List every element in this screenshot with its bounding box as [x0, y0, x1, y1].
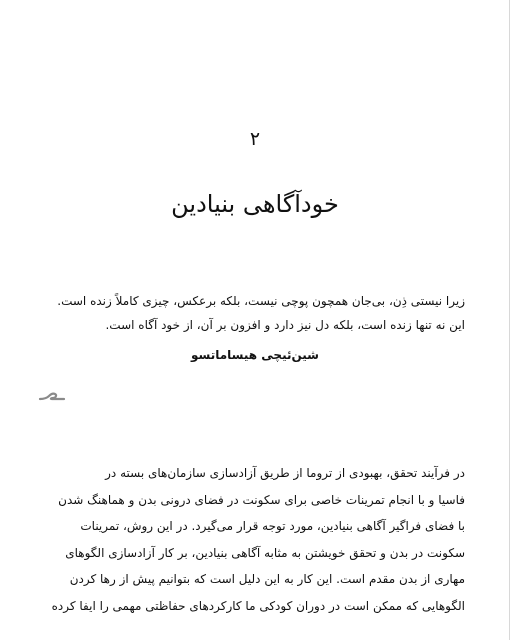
body-line: در فرآیند تحقق، بهبودی از تروما از طریق آزادسازی سازمان‌های بسته در — [105, 466, 465, 480]
epigraph — [35, 289, 465, 337]
epigraph-line: زیرا نیستی ذِن، بی‌جان همچون پوچی نیست، بلکه برعکس، چیزی کاملاً زنده است. — [57, 294, 465, 308]
body-line: الگوهایی که ممکن است در دوران کودکی ما کارکردهای حفاظتی مهمی را ایفا کرده — [51, 598, 465, 613]
body-line: با فضای فراگیر آگاهی بنیادین، مورد توجه قرار می‌گیرد. در این روش، تمرینات — [80, 519, 465, 533]
body-line: فاسیا و با انجام تمرینات خاصی برای سکونت در فضای درونی بدن و هماهنگ شدن — [58, 492, 465, 507]
body-line: مهاری از بدن مقدم است. این کار به این دلیل است که بتوانیم پیش از رها کردن — [69, 572, 465, 586]
section-flourish-icon — [38, 386, 66, 404]
body-line: سکونت در بدن و تحقق خویشتن به مثابه آگاهی بنیادین، بر کار آزادسازی الگوهای — [65, 545, 465, 560]
chapter-number: ۲ — [249, 128, 261, 150]
body-text — [35, 460, 465, 619]
epigraph-author: شین‌ئیچی هیساماتسو — [191, 348, 319, 362]
chapter-title: خودآگاهی بنیادین — [171, 190, 339, 218]
epigraph-line: این نه تنها زنده است، بلکه دل نیز دارد و افزون بر آن، از خود آگاه است. — [105, 318, 465, 332]
